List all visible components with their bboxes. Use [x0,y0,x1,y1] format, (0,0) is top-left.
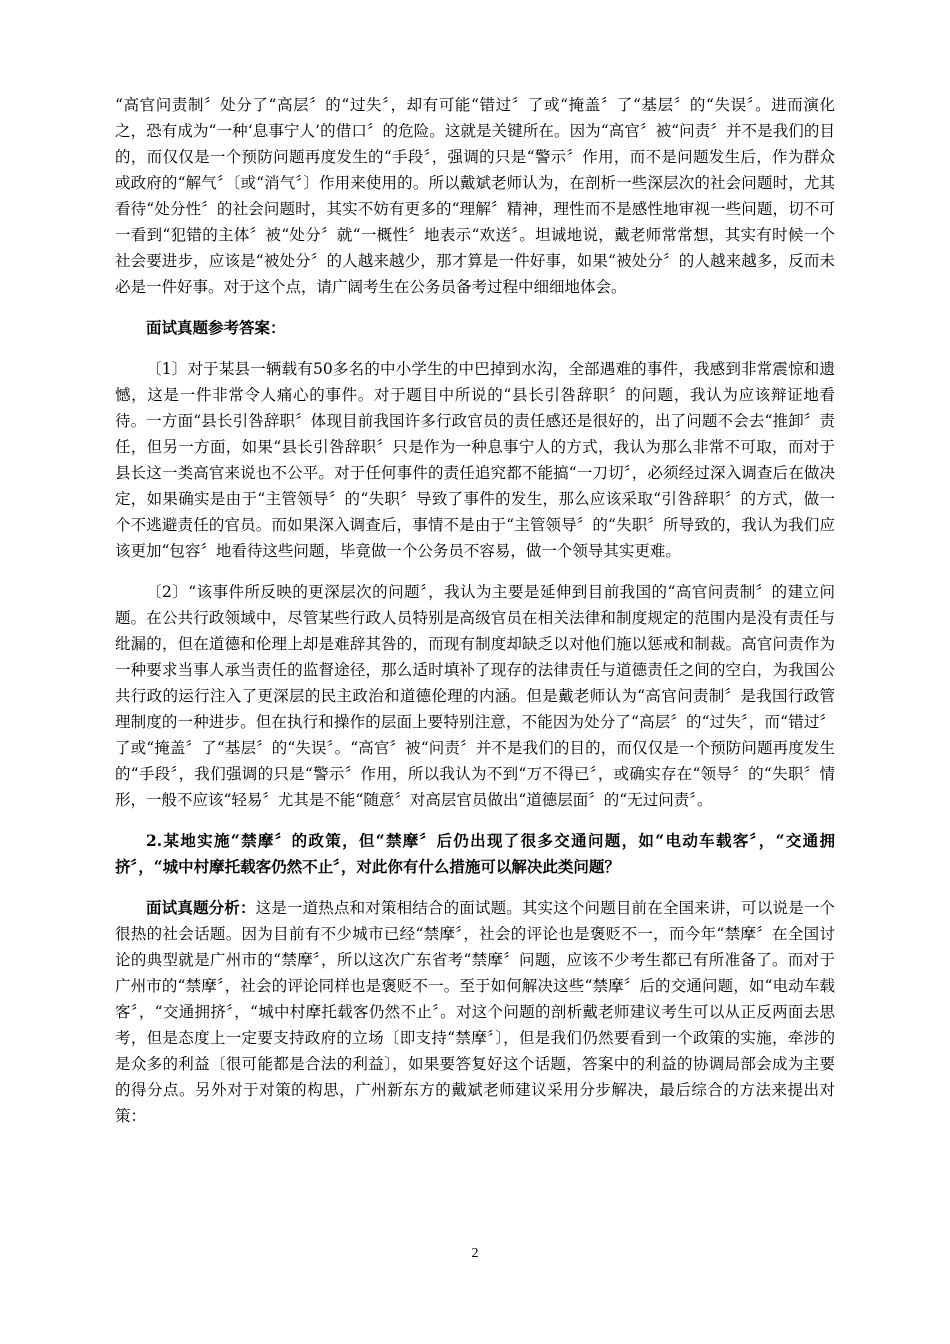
analysis-body: 这是一道热点和对策相结合的面试题。其实这个问题目前在全国来讲，可以说是一个很热的社会话题。因为目前有不少城市已经“禁摩〞，社会的评论也是褒贬不一，而今年“禁摩〞在全国讨论的典型就是广州市的“禁摩〞，所以这次广东省考“禁摩〞问题，应该不少考生都已有所准备了。而对于广州市的“禁摩〞，社会的评论同样也是褒贬不一。至于如何解决这些“禁摩〞后的交通问题，如“电动车载客〞，“交通拥挤〞，“城中村摩托载客仍然不止〞。对这个问题的剖析戴老师建议考生可以从正反两面去思考，但是态度上一定要支持政府的立场〔即支持“禁摩〞〕，但是我们仍然要看到一个政策的实施，牵涉的是众多的利益〔很可能都是合法的利益〕，如果要答复好这个话题，答案中的利益的协调局部会成为主要的得分点。另外对于对策的构思，广州新东方的戴斌老师建议采用分步解决，最后综合的方法来提出对策： [115,899,835,1125]
question-heading: 2.某地实施“禁摩〞的政策，但“禁摩〞后仍出现了很多交通问题，如“电动车载客〞，“交通拥挤〞，“城中村摩托载客仍然不止〞，对此你有什么措施可以解决此类问题？ [115,831,835,876]
analysis-paragraph [115,895,835,1129]
body-paragraph: “高官问责制〞处分了“高层〞的“过失〞，却有可能“错过〞了或“掩盖〞了“基层〞的“失误〞。进而演化之，恐有成为“一种‘息事宁人’的借口〞的危险。这就是关键所在。因为“高官〞被“问责〞并不是我们的目的，而仅仅是一个预防问题再度发生的“手段〞，强调的只是“警示〞作用，而不是问题发生后，作为群众或政府的“解气〞〔或“消气〞〕作用来使用的。所以戴斌老师认为，在剖析一些深层次的社会问题时，尤其看待“处分性〞的社会问题时，其实不妨有更多的“理解〞精神，理性而不是感性地审视一些问题，切不可一看到“犯错的主体〞被“处分〞就“一概性〞地表示“欢送〞。坦诚地说，戴老师常常想，其实有时候一个社会要进步，应该是“被处分〞的人越来越少，那才算是一件好事，如果“被处分〞的人越来越多，反而未必是一件好事。对于这个点，请广阔考生在公务员备考过程中细细地体会。 [115,96,835,296]
answer-paragraph-2: 〔2〕“该事件所反映的更深层次的问题〞，我认为主要是延伸到目前我国的“高官问责制〞的建立问题。在公共行政领域中，尽管某些行政人员特别是高级官员在相关法律和制度规定的范围内是没有责任与纰漏的，但在道德和伦理上却是难辞其咎的，而现有制度却缺乏以对他们施以惩戒和制裁。高官问责作为一种要求当事人承当责任的监督途径，那么适时填补了现存的法律责任与道德责任之间的空白，为我国公共行政的运行注入了更深层的民主政治和道德伦理的内涵。但是戴老师认为“高官问责制〞是我国行政管理制度的一种进步。但在执行和操作的层面上要特别注意，不能因为处分了“高层〞的“过失〞，而“错过〞了或“掩盖〞了“基层〞的“失误〞。“高官〞被“问责〞并不是我们的目的，而仅仅是一个预防问题再度发生的“手段〞，我们强调的只是“警示〞作用，所以我认为不到“万不得已〞，或确实存在“领导〞的“失职〞情形，一般不应该“轻易〞尤其是不能“随意〞对高层官员做出“道德层面〞的“无过问责〞。 [115,583,835,809]
analysis-lead: 面试真题分析： [146,898,256,917]
page-number: 2 [471,1246,479,1261]
answer-paragraph-1: 〔1〕对于某县一辆载有50多名的中小学生的中巴掉到水沟，全部遇难的事件，我感到非常震惊和遗憾，这是一件非常令人痛心的事件。对于题目中所说的“县长引咎辞职〞的问题，我认为应该辩证地看待。一方面“县长引咎辞职〞体现目前我国许多行政官员的责任感还是很好的，出了问题不会去“推卸〞责任，但另一方面，如果“县长引咎辞职〞只是作为一种息事宁人的方式，我认为那么非常不可取，而对于县长这一类高官来说也不公平。对于任何事件的责任追究都不能搞“一刀切〞，必须经过深入调查后在做决定，如果确实是由于“主管领导〞的“失职〞导致了事件的发生，那么应该采取“引咎辞职〞的方式，做一个不逃避责任的官员。而如果深入调查后，事情不是由于“主管领导〞的“失职〞所导致的，我认为我们应该更加“包容〞地看待这些问题，毕竟做一个公务员不容易，做一个领导其实更难。 [115,360,835,560]
answer-heading: 面试真题参考答案： [146,318,286,337]
document-page [115,92,835,1129]
